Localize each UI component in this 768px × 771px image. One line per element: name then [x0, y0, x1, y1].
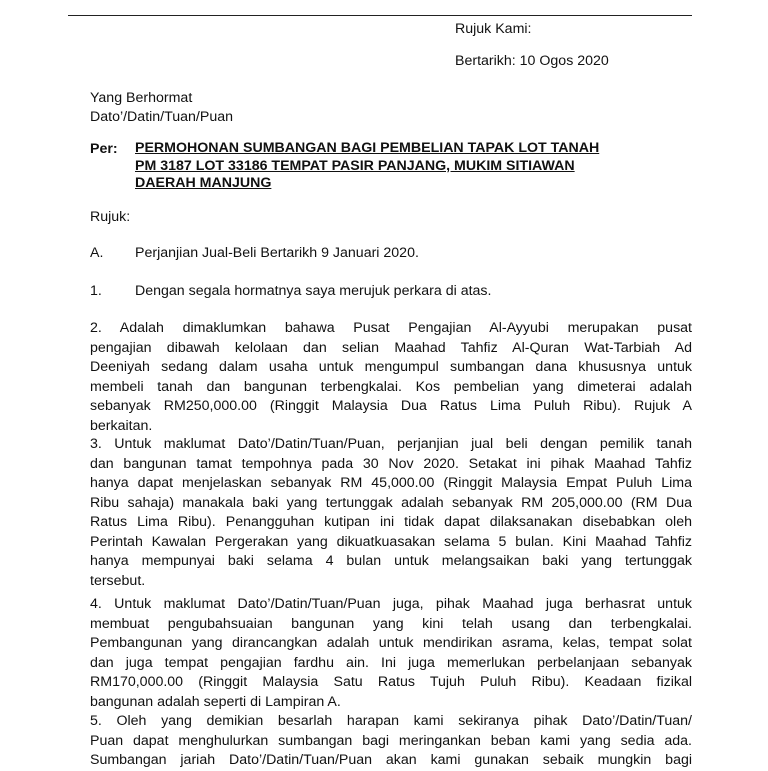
- rujuk-label: Rujuk:: [90, 209, 131, 225]
- paragraph-line: Deeniyah sedang dalam usaha untuk mengumpul sumbangan dana khususnya untuk: [90, 359, 692, 375]
- subject-label: Per:: [90, 141, 118, 157]
- paragraph-line: membuat pengubahsuaian bangunan yang kini telah usang dan terbengkalai.: [90, 615, 692, 632]
- paragraph-line: 3. Untuk maklumat Dato’/Datin/Tuan/Puan, perjanjian jual beli dengan pemilik tanah: [90, 436, 692, 452]
- salutation: [90, 89, 233, 127]
- paragraph-line: Pembangunan yang dirancangkan adalah untuk mendirikan asrama, kelas, tempat solat: [90, 635, 692, 651]
- paragraph-line: 5. Oleh yang demikian besarlah harapan kami sekiranya pihak Dato’/Datin/Tuan/: [90, 713, 692, 729]
- paragraph-2: [90, 319, 692, 436]
- top-rule: [68, 15, 692, 16]
- paragraph-line: membeli tanah dan bangunan terbengkalai. Kos pembelian yang dimeterai adalah: [90, 378, 692, 395]
- paragraph-line: dan bangunan tamat tempohnya pada 30 Nov 2020. Setakat ini pihak Maahad Tahfiz: [90, 455, 692, 472]
- salutation-line-1: Yang Berhormat: [90, 90, 193, 106]
- paragraph-line: pengajian dibawah kelolaan dan selian Maahad Tahfiz Al-Quran Wat-Tarbiah Ad: [90, 339, 692, 356]
- paragraph-line: Sumbangan jariah Dato’/Datin/Tuan/Puan akan kami gunakan sebaik mungkin bagi: [90, 752, 692, 768]
- paragraph-1-number: 1.: [90, 283, 102, 299]
- paragraph-line: 2. Adalah dimaklumkan bahawa Pusat Pengajian Al-Ayyubi merupakan pusat: [90, 320, 692, 336]
- paragraph-line: sebanyak RM250,000.00 (Ringgit Malaysia Dua Ratus Lima Puluh Ribu). Rujuk A: [90, 398, 692, 414]
- paragraph-line: berkaitan.: [90, 417, 153, 434]
- paragraph-line: dan juga tempat pengajian fardhu ain. Ini juga memerlukan perbelanjaan sebanyak: [90, 654, 692, 671]
- paragraph-line: tersebut.: [90, 572, 146, 589]
- paragraph-line: bangunan adalah seperti di Lampiran A.: [90, 693, 341, 710]
- paragraph-1-text: Dengan segala hormatnya saya merujuk perkara di atas.: [135, 283, 492, 299]
- subject-line-1: PERMOHONAN SUMBANGAN BAGI PEMBELIAN TAPAK LOT TANAH: [135, 140, 600, 156]
- subject-line-3: DAERAH MANJUNG: [135, 175, 272, 191]
- reference-item: [90, 244, 419, 264]
- reference-number-label: Rujuk Kami:: [455, 21, 532, 37]
- salutation-line-2: Dato’/Datin/Tuan/Puan: [90, 109, 234, 125]
- paragraph-line: Perintah Kawalan Pergerakan yang dikuatkuasakan selama 5 bulan. Kini Maahad Tahfiz: [90, 533, 692, 550]
- paragraph-1: [90, 282, 491, 302]
- subject-line-2: PM 3187 LOT 33186 TEMPAT PASIR PANJANG, MUKIM SITIAWAN: [135, 157, 575, 174]
- paragraph-line: hanya mempunyai baki selama 4 bulan untuk melangsaikan baki yang tertunggak: [90, 553, 692, 569]
- paragraph-3: [90, 435, 692, 591]
- subject-title: [135, 140, 599, 193]
- reference-number: A.: [90, 245, 104, 261]
- paragraph-line: Ribu sahaja) manakala baki yang tertunggak adalah sebanyak RM 205,000.00 (RM Dua: [90, 494, 692, 511]
- paragraph-line: Puan dapat menghulurkan sumbangan bagi meringankan beban kami yang sedia ada.: [90, 732, 692, 749]
- paragraph-line: 4. Untuk maklumat Dato’/Datin/Tuan/Puan juga, pihak Maahad juga berhasrat untuk: [90, 596, 692, 612]
- paragraph-line: hanya dapat menjelaskan sebanyak RM 45,000.00 (Ringgit Malaysia Empat Puluh Lima: [90, 475, 692, 491]
- reference-text: Perjanjian Jual-Beli Bertarikh 9 Januari 2020.: [135, 245, 419, 261]
- paragraph-5: [90, 712, 692, 771]
- paragraph-line: Ratus Lima Ribu). Penangguhan kutipan ini tidak dapat dilaksanakan disebabkan oleh: [90, 514, 692, 530]
- paragraph-line: RM170,000.00 (Ringgit Malaysia Satu Ratus Tujuh Puluh Ribu). Keadaan fizikal: [90, 674, 692, 690]
- paragraph-4: [90, 595, 692, 712]
- letter-date: Bertarikh: 10 Ogos 2020: [455, 53, 609, 69]
